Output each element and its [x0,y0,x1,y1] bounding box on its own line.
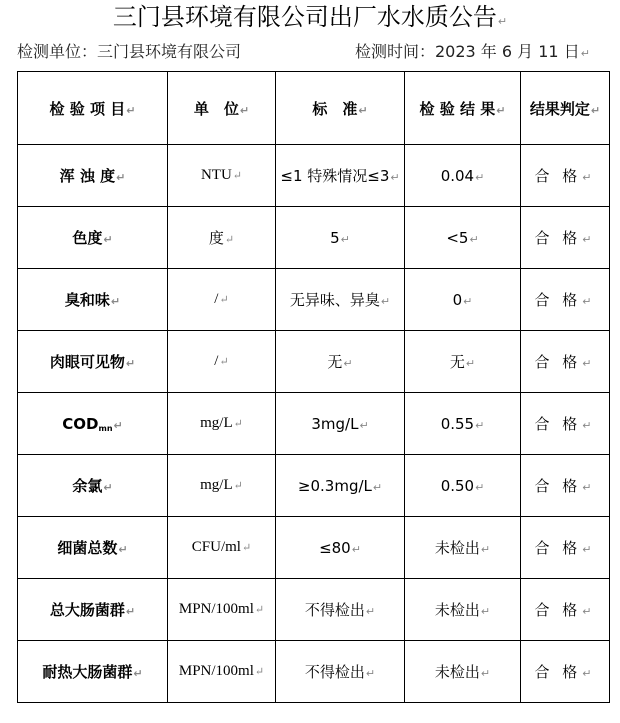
table-row [18,269,610,331]
table-row [18,579,610,641]
standard-cell-text: 无 [327,353,343,371]
result-cell-text: 未检出 [434,539,480,557]
unit-cell-text: mg/L [200,415,233,431]
paragraph-mark: ↵ [475,170,485,184]
standard-cell-text: 无异味、异臭 [289,291,380,309]
result-cell-text: 0.50 [440,476,475,495]
item-cell [18,579,168,641]
item-cell [18,641,168,703]
paragraph-mark: ↵ [118,543,128,556]
result-cell-text: <5 [446,228,469,247]
item-cell [18,517,168,579]
unit-cell [168,331,276,393]
testing-time-text: 检测时间：2023 年 6 月 11 日 [355,42,580,61]
unit-cell-text: / [214,291,219,307]
judgement-cell [521,579,610,641]
paragraph-mark: ↵ [475,418,485,432]
unit-cell-text: 度 [208,231,224,247]
judgement-cell [521,207,610,269]
paragraph-mark: ↵ [125,357,136,370]
judgement-cell-text: 合 格 [534,291,582,309]
item-cell [18,455,168,517]
unit-cell [168,641,276,703]
paragraph-mark: ↵ [580,47,590,60]
paragraph-mark: ↵ [133,667,143,680]
paragraph-mark: ↵ [365,605,376,618]
item-cell-text: 余氯 [72,477,103,495]
standard-cell [276,393,405,455]
paragraph-mark: ↵ [582,543,596,556]
paragraph-mark: ↵ [372,480,383,494]
unit-cell-text: CFU/ml [191,539,241,555]
item-cell [18,207,168,269]
paragraph-mark: ↵ [582,667,596,680]
standard-cell [276,331,405,393]
standard-cell-text: 不得检出 [304,663,365,681]
result-cell [405,579,521,641]
standard-cell-text: 3mg/L [311,414,359,433]
standard-cell [276,641,405,703]
item-cell [18,393,168,455]
paragraph-mark: ↵ [233,418,243,430]
paragraph-mark: ↵ [480,543,491,556]
result-cell [405,331,521,393]
judgement-cell [521,517,610,579]
result-cell [405,393,521,455]
item-cell-text: 臭和味 [64,291,110,309]
paragraph-mark: ↵ [116,171,126,184]
unit-cell [168,517,276,579]
result-cell-text: 未检出 [434,601,480,619]
judgement-cell-text: 合 格 [534,167,582,185]
table-row [18,517,610,579]
standard-cell [276,145,405,207]
item-cell-text: 细菌总数 [57,539,118,557]
paragraph-mark: ↵ [582,357,596,370]
result-cell [405,517,521,579]
item-cell-text: 色度 [72,229,103,247]
header-result: 检 验 结 果↵ [405,72,521,145]
result-cell-text: 0.04 [440,166,475,185]
paragraph-mark: ↵ [463,294,473,308]
paragraph-mark: ↵ [582,605,596,618]
unit-cell-text: NTU [200,167,232,183]
standard-cell [276,207,405,269]
judgement-cell-text: 合 格 [534,539,582,557]
unit-cell [168,145,276,207]
result-cell [405,269,521,331]
item-cell [18,145,168,207]
table-row [18,455,610,517]
paragraph-mark: ↵ [497,15,508,28]
standard-cell [276,517,405,579]
paragraph-mark: ↵ [233,480,243,492]
paragraph-mark: ↵ [390,171,400,184]
table-row [18,145,610,207]
paragraph-mark: ↵ [219,294,229,306]
judgement-cell [521,393,610,455]
judgement-cell-text: 合 格 [534,415,582,433]
result-cell-text: 0.55 [440,414,475,433]
paragraph-mark: ↵ [110,295,121,308]
water-quality-table [17,71,610,703]
paragraph-mark: ↵ [469,232,479,246]
paragraph-mark: ↵ [582,233,596,246]
paragraph-mark: ↵ [582,171,596,184]
paragraph-mark: ↵ [103,233,113,246]
header-row [18,72,610,145]
item-cell-text: 耐热大肠菌群 [42,663,133,681]
judgement-cell [521,269,610,331]
paragraph-mark: ↵ [582,419,596,432]
unit-cell [168,579,276,641]
unit-cell [168,455,276,517]
header-unit: 单 位↵ [168,72,276,145]
paragraph-mark: ↵ [465,357,476,370]
result-cell-text: 无 [449,353,465,371]
judgement-cell [521,455,610,517]
judgement-cell [521,331,610,393]
item-cell-text: 总大肠菌群 [49,601,125,619]
result-cell-text: 未检出 [434,663,480,681]
paragraph-mark: ↵ [241,542,252,554]
paragraph-mark: ↵ [232,170,243,182]
item-cell [18,269,168,331]
result-cell [405,455,521,517]
paragraph-mark: ↵ [365,667,376,680]
judgement-cell [521,641,610,703]
unit-cell-text: MPN/100ml [178,663,254,679]
result-cell [405,145,521,207]
paragraph-mark: ↵ [380,295,391,308]
item-cell [18,331,168,393]
paragraph-mark: ↵ [340,232,350,246]
paragraph-mark: ↵ [343,357,353,370]
judgement-cell-text: 合 格 [534,601,582,619]
paragraph-mark: ↵ [359,418,369,432]
judgement-cell-text: 合 格 [534,663,582,681]
standard-cell-text: ≤1 特殊情况≤3 [280,167,390,185]
title-text: 三门县环境有限公司出厂水水质公告 [112,3,497,31]
paragraph-mark: ↵ [224,234,235,246]
page-title [0,2,620,37]
judgement-cell-text: 合 格 [534,477,582,495]
testing-unit [17,42,241,62]
standard-cell [276,579,405,641]
item-cell-text: 肉眼可见物 [49,353,125,371]
testing-unit-text: 检测单位：三门县环境有限公司 [17,42,242,61]
table-row [18,393,610,455]
testing-time [355,42,590,64]
header-item: 检 验 项 目↵ [18,72,168,145]
paragraph-mark: ↵ [254,604,265,616]
paragraph-mark: ↵ [582,295,596,308]
paragraph-mark: ↵ [113,418,123,432]
judgement-cell-text: 合 格 [534,229,582,247]
header-judgement: 结果判定↵ [521,72,610,145]
result-cell [405,207,521,269]
unit-cell-text: MPN/100ml [178,601,254,617]
paragraph-mark: ↵ [475,480,485,494]
table-row [18,641,610,703]
unit-cell [168,207,276,269]
result-cell [405,641,521,703]
table-row [18,207,610,269]
unit-cell [168,393,276,455]
unit-cell-text: mg/L [200,477,233,493]
paragraph-mark: ↵ [125,605,136,618]
paragraph-mark: ↵ [582,481,596,494]
standard-cell-text: 不得检出 [304,601,365,619]
item-cell-text: COD [62,414,99,433]
unit-cell [168,269,276,331]
item-cell-text: 浑 浊 度 [59,167,116,185]
standard-cell-text: ≥0.3mg/L [297,476,372,495]
item-subscript: mn [98,423,113,433]
judgement-cell-text: 合 格 [534,353,582,371]
paragraph-mark: ↵ [254,666,265,678]
standard-cell [276,455,405,517]
paragraph-mark: ↵ [480,605,491,618]
paragraph-mark: ↵ [480,667,491,680]
unit-cell-text: / [214,353,219,369]
header-standard: 标 准↵ [276,72,405,145]
result-cell-text: 0 [452,290,463,309]
table-row [18,331,610,393]
standard-cell-text: 5 [330,228,340,247]
judgement-cell [521,145,610,207]
standard-cell-text: ≤80 [319,538,351,557]
paragraph-mark: ↵ [351,542,361,556]
standard-cell [276,269,405,331]
paragraph-mark: ↵ [219,356,229,368]
paragraph-mark: ↵ [103,481,113,494]
